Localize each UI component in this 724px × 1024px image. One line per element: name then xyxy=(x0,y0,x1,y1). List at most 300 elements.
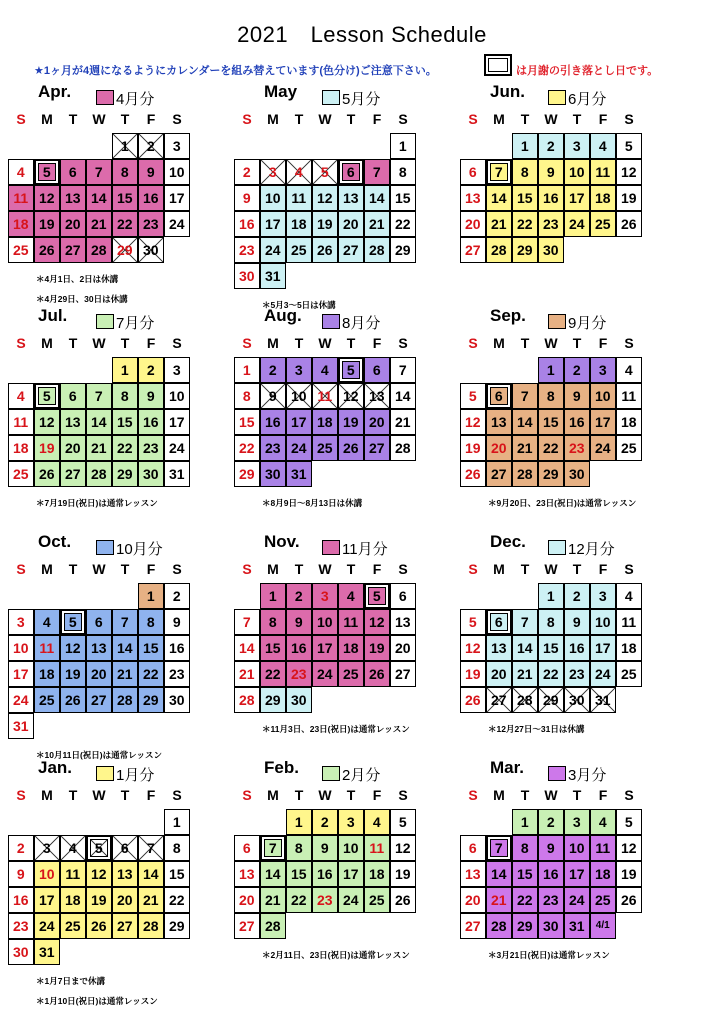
weekday-label: S xyxy=(398,111,408,127)
day-cell: 11 xyxy=(286,185,313,212)
payment-day-cell: 7 xyxy=(486,159,513,186)
day-cell: 12 xyxy=(34,409,61,436)
day-cell: 23 xyxy=(312,887,339,914)
day-cell: 13 xyxy=(112,861,139,888)
weekday-label: T xyxy=(68,335,78,351)
empty-cell xyxy=(234,809,260,835)
day-cell: 17 xyxy=(312,635,339,662)
day-cell: 30 xyxy=(138,461,165,488)
weekday-label: T xyxy=(120,561,130,577)
weekday-label: T xyxy=(294,111,304,127)
payment-day-cell: 6 xyxy=(486,383,513,410)
day-cell: 25 xyxy=(286,237,313,264)
day-cell: 30 xyxy=(538,237,565,264)
weekday-label: S xyxy=(16,111,26,127)
day-cell: 19 xyxy=(390,861,417,888)
day-cell: 20 xyxy=(60,211,87,238)
weekday-label: T xyxy=(294,787,304,803)
payment-day-cell: 5 xyxy=(34,383,61,410)
weekday-label: T xyxy=(520,561,530,577)
empty-cell xyxy=(34,713,60,739)
day-cell: 25 xyxy=(364,887,391,914)
month-color-swatch xyxy=(548,90,566,105)
weekday-label: S xyxy=(172,561,182,577)
day-cell: 28 xyxy=(390,435,417,462)
day-cell: 14 xyxy=(486,861,513,888)
empty-cell xyxy=(60,583,86,609)
weekday-label: S xyxy=(242,335,252,351)
day-cell: 12 xyxy=(60,635,87,662)
weekday-label: F xyxy=(598,561,608,577)
empty-cell xyxy=(34,583,60,609)
month-may xyxy=(234,82,444,315)
day-cell: 11 xyxy=(590,835,617,862)
closed-day-cell: 3 xyxy=(260,159,287,186)
day-grid xyxy=(8,583,218,739)
payment-day-cell: 5 xyxy=(60,609,87,636)
day-cell: 4 xyxy=(590,133,617,160)
day-cell: 2 xyxy=(8,835,35,862)
empty-cell xyxy=(234,583,260,609)
day-cell: 20 xyxy=(60,435,87,462)
day-cell: 27 xyxy=(60,237,87,264)
day-cell: 8 xyxy=(234,383,261,410)
weekday-label: S xyxy=(172,335,182,351)
day-cell: 6 xyxy=(364,357,391,384)
day-cell: 14 xyxy=(112,635,139,662)
day-cell: 21 xyxy=(86,435,113,462)
empty-cell xyxy=(486,133,512,159)
empty-cell xyxy=(86,583,112,609)
weekday-label: W xyxy=(544,561,558,577)
weekday-label: F xyxy=(372,561,382,577)
day-cell: 1 xyxy=(538,583,565,610)
day-cell: 21 xyxy=(486,887,513,914)
day-cell: 26 xyxy=(616,887,643,914)
day-cell: 13 xyxy=(338,185,365,212)
day-cell: 18 xyxy=(286,211,313,238)
month-header xyxy=(8,82,218,108)
month-nov xyxy=(234,532,444,739)
day-cell: 30 xyxy=(164,687,191,714)
day-cell: 23 xyxy=(8,913,35,940)
month-color-swatch xyxy=(322,314,340,329)
empty-cell xyxy=(86,713,112,739)
month-color-swatch xyxy=(322,766,340,781)
day-cell: 14 xyxy=(138,861,165,888)
day-cell: 17 xyxy=(564,861,591,888)
day-cell: 22 xyxy=(164,887,191,914)
weekday-label: T xyxy=(346,787,356,803)
closed-day-cell: 2 xyxy=(138,133,165,160)
empty-cell xyxy=(86,133,112,159)
day-cell: 6 xyxy=(60,383,87,410)
day-cell: 28 xyxy=(112,687,139,714)
footnote-line: ＊4月29日、30日は休講 xyxy=(36,294,128,304)
footnote-line: ＊1月10日(祝日)は通常レッスン xyxy=(36,996,158,1006)
day-cell: 29 xyxy=(164,913,191,940)
day-cell: 8 xyxy=(112,383,139,410)
day-cell: 15 xyxy=(260,635,287,662)
closed-day-cell: 9 xyxy=(260,383,287,410)
day-cell: 3 xyxy=(590,583,617,610)
day-cell: 16 xyxy=(138,409,165,436)
day-cell: 10 xyxy=(164,159,191,186)
weekday-label: S xyxy=(624,561,634,577)
month-color-swatch xyxy=(96,90,114,105)
day-cell: 28 xyxy=(364,237,391,264)
day-cell: 3 xyxy=(312,583,339,610)
day-cell: 6 xyxy=(234,835,261,862)
closed-day-cell: 29 xyxy=(112,237,139,264)
weekday-label: S xyxy=(172,111,182,127)
day-cell: 5 xyxy=(390,809,417,836)
day-cell: 29 xyxy=(390,237,417,264)
day-cell: 13 xyxy=(460,185,487,212)
day-cell: 1 xyxy=(234,357,261,384)
day-cell: 27 xyxy=(234,913,261,940)
empty-cell xyxy=(164,237,190,263)
day-cell: 6 xyxy=(460,159,487,186)
weekday-label: T xyxy=(346,335,356,351)
day-cell: 7 xyxy=(112,609,139,636)
footnote-line: ＊2月11日、23日(祝日)は通常レッスン xyxy=(262,950,410,960)
weekday-label: W xyxy=(544,787,558,803)
weekday-label: M xyxy=(41,787,53,803)
day-cell: 19 xyxy=(460,661,487,688)
month-fee-label: 10月分 xyxy=(116,541,163,558)
weekday-label: W xyxy=(92,787,106,803)
day-cell: 13 xyxy=(460,861,487,888)
day-cell: 27 xyxy=(60,461,87,488)
weekday-label: S xyxy=(624,335,634,351)
empty-cell xyxy=(616,687,642,713)
day-grid xyxy=(460,133,670,263)
month-sep xyxy=(460,306,670,513)
empty-cell xyxy=(164,939,190,965)
day-cell: 31 xyxy=(564,913,591,940)
day-cell: 20 xyxy=(338,211,365,238)
day-cell: 18 xyxy=(312,409,339,436)
day-grid xyxy=(8,133,218,263)
day-cell: 16 xyxy=(260,409,287,436)
day-cell: 26 xyxy=(338,435,365,462)
footnote-line: ＊1月7日まで休講 xyxy=(36,976,105,986)
day-cell: 2 xyxy=(564,583,591,610)
weekday-header-row xyxy=(234,332,444,354)
day-cell: 9 xyxy=(564,383,591,410)
weekday-label: S xyxy=(16,561,26,577)
empty-cell xyxy=(564,237,590,263)
day-cell: 2 xyxy=(312,809,339,836)
month-fee-label: 4月分 xyxy=(116,91,155,108)
day-cell: 11 xyxy=(616,609,643,636)
day-cell: 6 xyxy=(390,583,417,610)
month-header xyxy=(460,82,670,108)
weekday-label: T xyxy=(520,111,530,127)
weekday-header-row xyxy=(234,558,444,580)
day-cell: 23 xyxy=(138,211,165,238)
month-fee-label: 12月分 xyxy=(568,541,615,558)
day-cell: 24 xyxy=(564,887,591,914)
month-fee-label: 8月分 xyxy=(342,315,381,332)
empty-cell xyxy=(460,583,486,609)
closed-day-cell: 30 xyxy=(564,687,591,714)
month-jun xyxy=(460,82,670,263)
empty-cell xyxy=(8,133,34,159)
day-cell: 2 xyxy=(538,133,565,160)
day-cell: 3 xyxy=(286,357,313,384)
day-cell: 20 xyxy=(460,887,487,914)
day-cell: 12 xyxy=(616,835,643,862)
day-cell: 16 xyxy=(8,887,35,914)
empty-cell xyxy=(338,133,364,159)
day-cell: 27 xyxy=(86,687,113,714)
empty-cell xyxy=(34,809,60,835)
empty-cell xyxy=(390,913,416,939)
page-title: 2021 Lesson Schedule xyxy=(237,22,487,47)
month-header xyxy=(8,306,218,332)
day-cell: 14 xyxy=(486,185,513,212)
day-cell: 17 xyxy=(590,635,617,662)
month-jul xyxy=(8,306,218,513)
weekday-label: T xyxy=(346,111,356,127)
month-name: Oct. xyxy=(38,532,72,551)
month-name: Mar. xyxy=(490,758,525,777)
month-color-swatch xyxy=(96,314,114,329)
day-cell: 10 xyxy=(564,835,591,862)
day-cell: 31 xyxy=(34,939,61,966)
weekday-label: M xyxy=(493,561,505,577)
day-cell: 29 xyxy=(138,687,165,714)
empty-cell xyxy=(460,133,486,159)
day-cell: 15 xyxy=(112,185,139,212)
day-cell: 29 xyxy=(112,461,139,488)
empty-cell xyxy=(338,687,364,713)
day-cell: 10 xyxy=(338,835,365,862)
day-cell: 31 xyxy=(8,713,35,740)
day-cell: 12 xyxy=(460,409,487,436)
day-cell: 20 xyxy=(234,887,261,914)
day-cell: 14 xyxy=(512,635,539,662)
day-grid xyxy=(460,583,670,713)
footnote-line: ＊5月3～5日は休講 xyxy=(262,300,336,310)
weekday-label: F xyxy=(146,111,156,127)
day-cell: 28 xyxy=(234,687,261,714)
day-cell: 9 xyxy=(138,159,165,186)
day-cell: 7 xyxy=(364,159,391,186)
weekday-label: M xyxy=(267,111,279,127)
empty-cell xyxy=(86,809,112,835)
month-name: Jan. xyxy=(38,758,73,777)
day-cell: 16 xyxy=(138,185,165,212)
day-cell: 23 xyxy=(138,435,165,462)
day-cell: 14 xyxy=(234,635,261,662)
day-cell: 2 xyxy=(164,583,191,610)
month-header xyxy=(8,532,218,558)
closed-day-cell: 28 xyxy=(512,687,539,714)
weekday-label: M xyxy=(493,787,505,803)
day-cell: 1 xyxy=(112,357,139,384)
weekday-label: W xyxy=(92,111,106,127)
weekday-label: M xyxy=(41,335,53,351)
day-cell: 20 xyxy=(460,211,487,238)
closed-day-cell: 27 xyxy=(486,687,513,714)
day-cell: 23 xyxy=(538,211,565,238)
day-cell: 9 xyxy=(564,609,591,636)
closed-day-cell: 3 xyxy=(34,835,61,862)
footnote-line: ＊7月19日(祝日)は通常レッスン xyxy=(36,498,158,508)
day-grid xyxy=(234,133,444,289)
month-name: Jul. xyxy=(38,306,68,325)
day-cell: 15 xyxy=(538,635,565,662)
day-cell: 30 xyxy=(564,461,591,488)
day-cell: 8 xyxy=(538,609,565,636)
closed-day-cell: 7 xyxy=(138,835,165,862)
month-color-swatch xyxy=(322,90,340,105)
weekday-label: S xyxy=(398,787,408,803)
day-cell: 9 xyxy=(312,835,339,862)
day-cell: 24 xyxy=(590,661,617,688)
payment-day-cell: 5 xyxy=(338,357,365,384)
month-name: May xyxy=(264,82,298,101)
day-cell: 28 xyxy=(512,461,539,488)
day-cell: 21 xyxy=(112,661,139,688)
payment-day-cell: 5 xyxy=(34,159,61,186)
day-cell: 5 xyxy=(616,133,643,160)
day-cell: 27 xyxy=(338,237,365,264)
day-cell: 22 xyxy=(512,211,539,238)
empty-cell xyxy=(312,913,338,939)
day-cell: 11 xyxy=(338,609,365,636)
day-cell: 19 xyxy=(616,861,643,888)
month-fee-label: 6月分 xyxy=(568,91,607,108)
day-cell: 6 xyxy=(460,835,487,862)
weekday-label: M xyxy=(267,335,279,351)
footnote-line: ＊3月21日(祝日)は通常レッスン xyxy=(488,950,610,960)
day-cell: 23 xyxy=(260,435,287,462)
day-cell: 7 xyxy=(512,383,539,410)
day-cell: 30 xyxy=(8,939,35,966)
day-cell: 17 xyxy=(338,861,365,888)
month-header xyxy=(234,532,444,558)
day-cell: 3 xyxy=(164,133,191,160)
day-cell: 21 xyxy=(234,661,261,688)
month-name: Aug. xyxy=(264,306,302,325)
day-cell: 1 xyxy=(390,133,417,160)
day-cell: 9 xyxy=(538,835,565,862)
month-footnote xyxy=(488,719,670,739)
weekday-label: S xyxy=(16,335,26,351)
weekday-label: W xyxy=(544,335,558,351)
day-cell: 15 xyxy=(512,861,539,888)
day-cell: 3 xyxy=(8,609,35,636)
empty-cell xyxy=(8,357,34,383)
weekday-label: S xyxy=(624,111,634,127)
day-cell: 2 xyxy=(138,357,165,384)
day-cell: 13 xyxy=(234,861,261,888)
weekday-header-row xyxy=(234,784,444,806)
empty-cell xyxy=(390,263,416,289)
day-grid xyxy=(8,357,218,487)
closed-day-cell: 12 xyxy=(338,383,365,410)
day-cell: 11 xyxy=(60,861,87,888)
day-cell: 25 xyxy=(338,661,365,688)
day-cell: 16 xyxy=(286,635,313,662)
day-cell: 15 xyxy=(512,185,539,212)
day-cell: 11 xyxy=(364,835,391,862)
closed-day-cell: 29 xyxy=(538,687,565,714)
day-cell: 7 xyxy=(86,383,113,410)
day-cell: 1 xyxy=(286,809,313,836)
month-dec xyxy=(460,532,670,739)
month-feb xyxy=(234,758,444,965)
day-cell: 29 xyxy=(512,237,539,264)
weekday-label: S xyxy=(468,561,478,577)
day-cell: 6 xyxy=(86,609,113,636)
day-cell: 21 xyxy=(390,409,417,436)
empty-cell xyxy=(286,133,312,159)
weekday-label: S xyxy=(468,111,478,127)
closed-day-cell: 5 xyxy=(312,159,339,186)
day-cell: 19 xyxy=(60,661,87,688)
month-name: Nov. xyxy=(264,532,300,551)
day-cell: 24 xyxy=(564,211,591,238)
day-cell: 9 xyxy=(164,609,191,636)
day-cell: 2 xyxy=(234,159,261,186)
empty-cell xyxy=(312,133,338,159)
empty-cell xyxy=(364,263,390,289)
day-cell: 20 xyxy=(486,435,513,462)
empty-cell xyxy=(8,583,34,609)
weekday-header-row xyxy=(8,558,218,580)
day-cell: 10 xyxy=(164,383,191,410)
empty-cell xyxy=(364,461,390,487)
day-cell: 12 xyxy=(616,159,643,186)
weekday-label: F xyxy=(598,335,608,351)
day-cell: 2 xyxy=(286,583,313,610)
weekday-label: T xyxy=(120,335,130,351)
month-footnote xyxy=(36,493,218,513)
day-cell: 25 xyxy=(34,687,61,714)
day-cell: 8 xyxy=(164,835,191,862)
empty-cell xyxy=(260,133,286,159)
empty-cell xyxy=(364,687,390,713)
closed-day-cell: 31 xyxy=(590,687,617,714)
day-cell: 15 xyxy=(164,861,191,888)
day-cell: 20 xyxy=(364,409,391,436)
weekday-label: S xyxy=(242,111,252,127)
empty-cell xyxy=(338,913,364,939)
day-cell: 1 xyxy=(138,583,165,610)
empty-cell xyxy=(112,583,138,609)
day-cell: 8 xyxy=(260,609,287,636)
empty-cell xyxy=(486,809,512,835)
day-cell: 28 xyxy=(486,913,513,940)
day-cell: 22 xyxy=(512,887,539,914)
day-cell: 14 xyxy=(512,409,539,436)
day-cell: 27 xyxy=(390,661,417,688)
day-cell: 24 xyxy=(260,237,287,264)
day-cell: 26 xyxy=(460,461,487,488)
day-cell: 9 xyxy=(286,609,313,636)
day-cell: 2 xyxy=(564,357,591,384)
day-cell: 25 xyxy=(590,887,617,914)
empty-cell xyxy=(112,939,138,965)
empty-cell xyxy=(364,133,390,159)
weekday-label: T xyxy=(68,787,78,803)
day-cell: 17 xyxy=(164,185,191,212)
